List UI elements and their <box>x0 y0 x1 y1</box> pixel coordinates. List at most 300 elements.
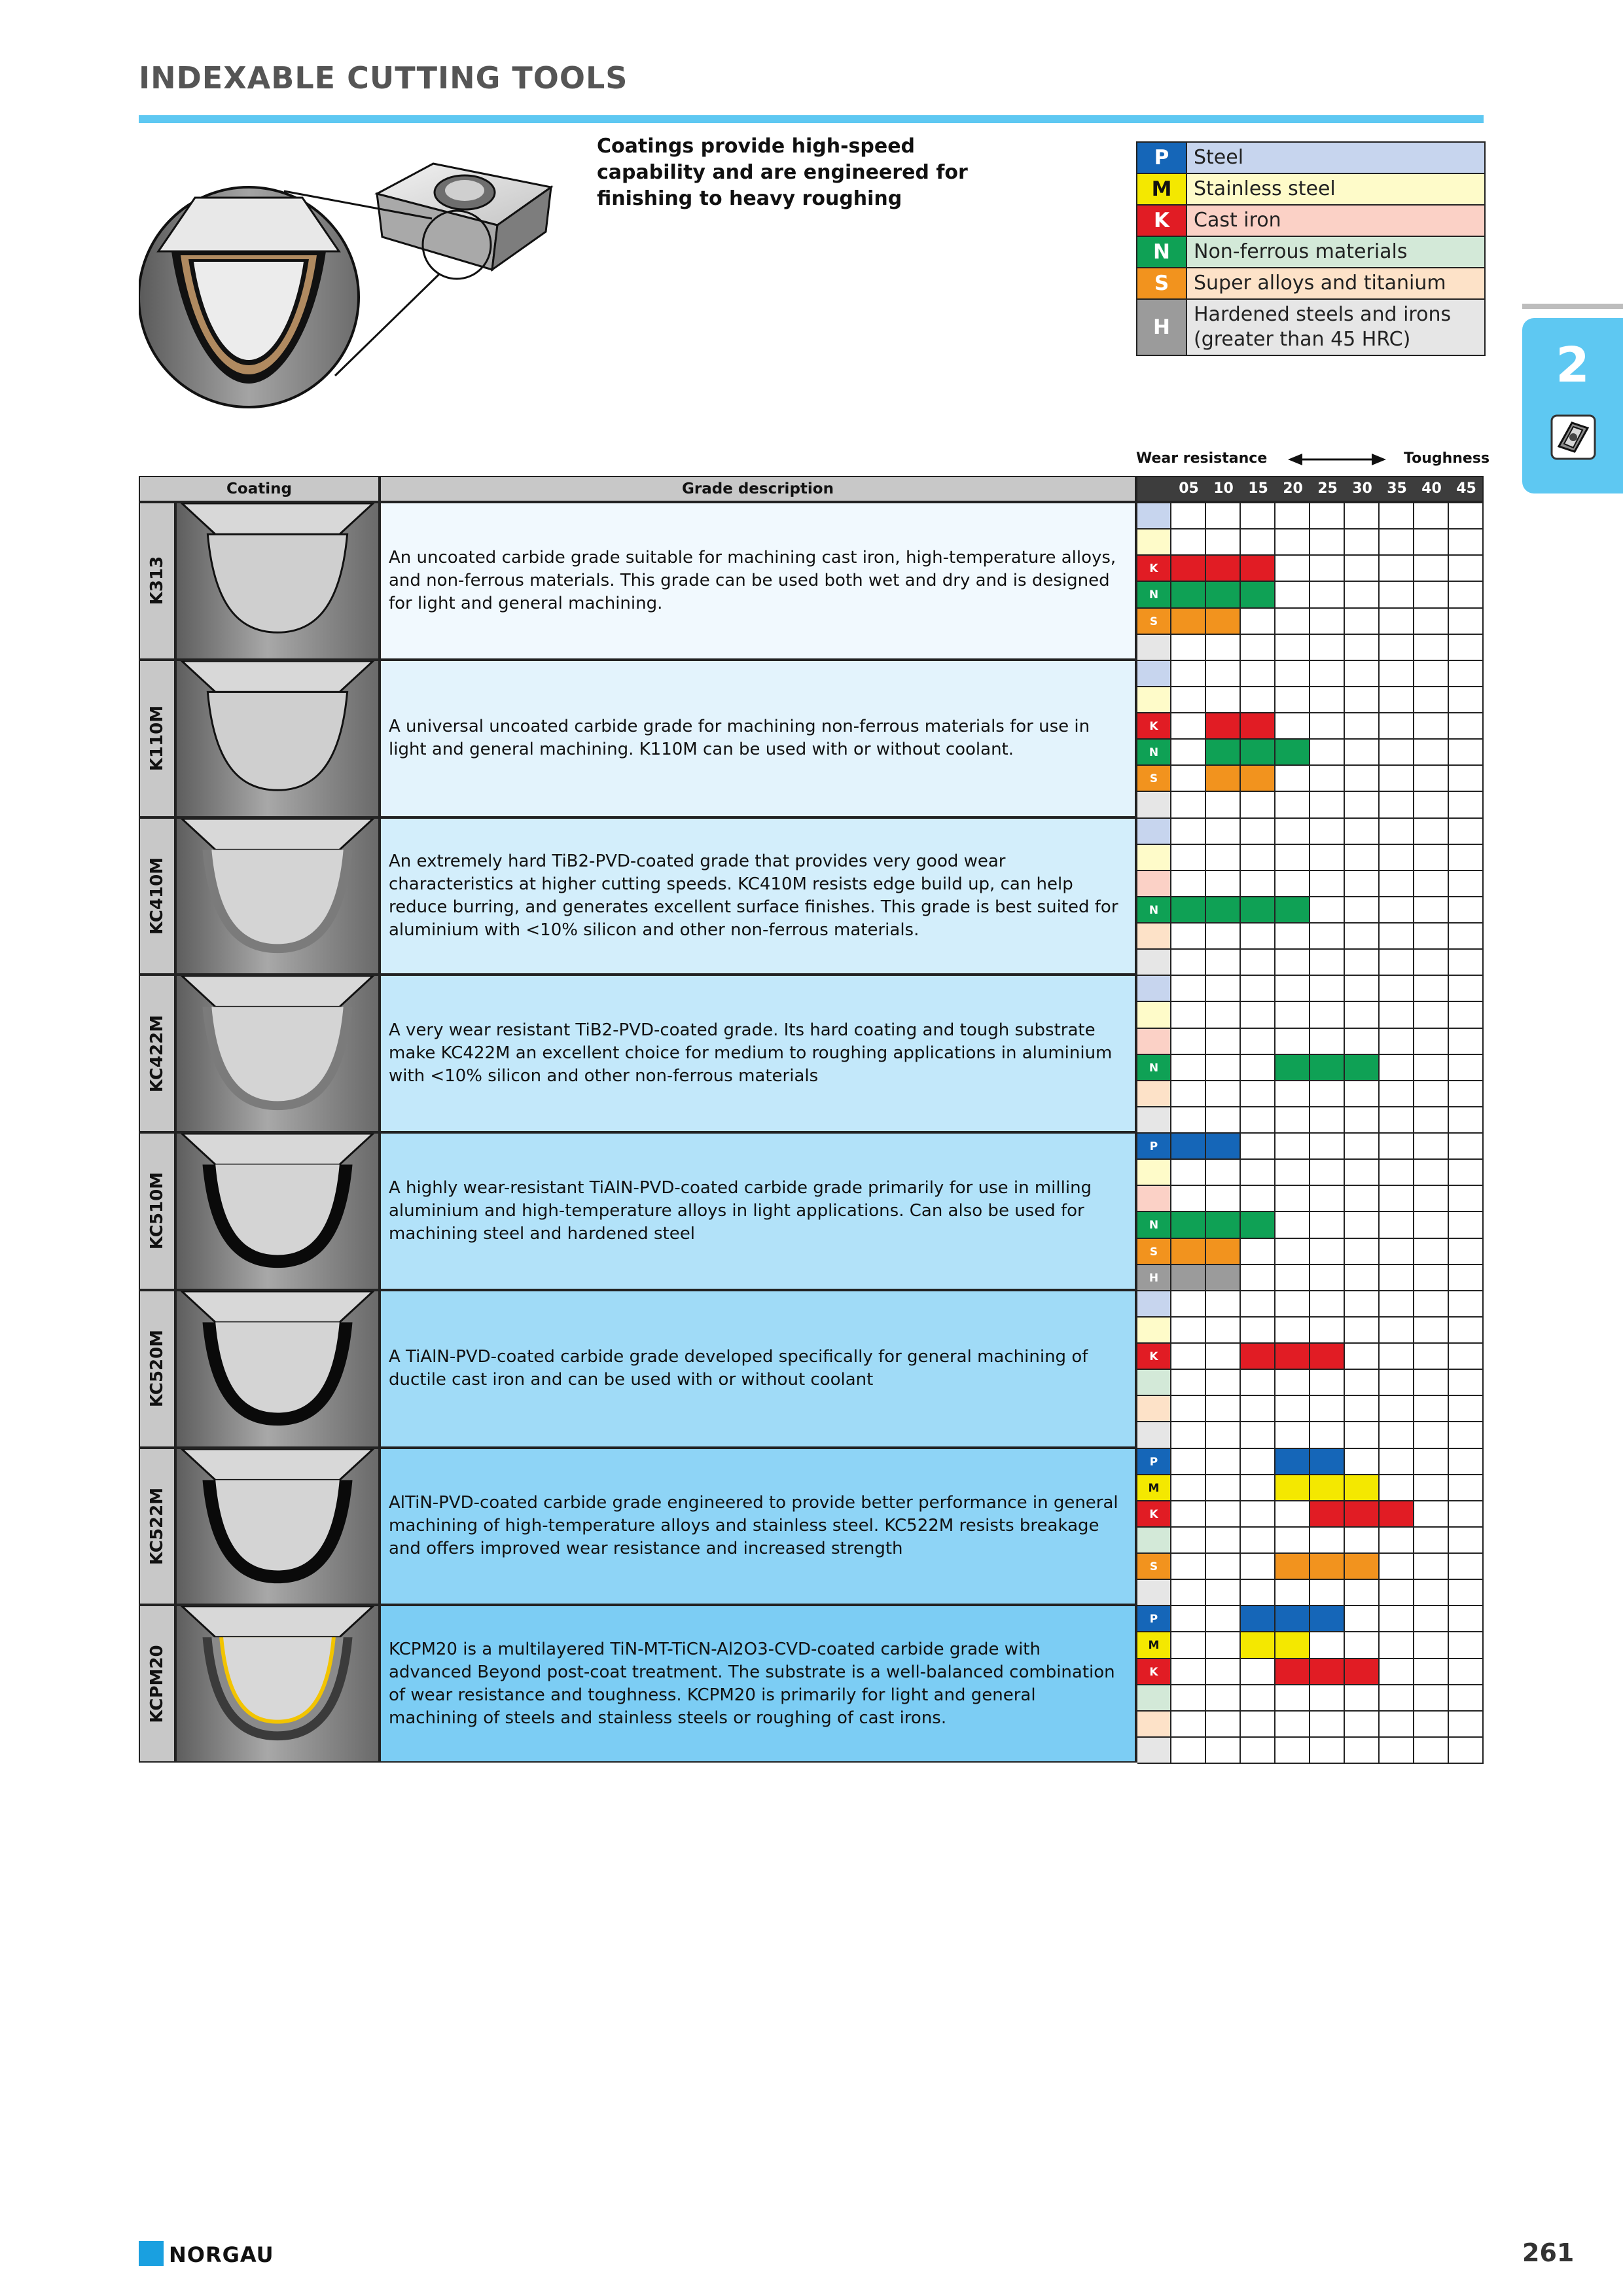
grid-cell <box>1241 1738 1275 1764</box>
material-code-p <box>1137 976 1171 1002</box>
grid-cell <box>1241 819 1275 845</box>
application-range-cell <box>1310 1659 1345 1685</box>
grid-cell <box>1275 1318 1310 1344</box>
grid-cell <box>1171 1659 1206 1685</box>
grade-table <box>139 476 1484 1763</box>
application-range-cell <box>1206 713 1241 740</box>
grid-cell <box>1414 661 1449 687</box>
material-code-n: N <box>1137 1212 1171 1238</box>
application-range-cell <box>1171 1265 1206 1291</box>
application-range-cell <box>1241 1606 1275 1632</box>
grid-cell <box>1241 1318 1275 1344</box>
grid-cell <box>1380 766 1414 792</box>
grid-cell <box>1171 1449 1206 1475</box>
grid-cell <box>1345 1422 1380 1448</box>
grid-cell <box>1449 1738 1484 1764</box>
grid-cell <box>1206 819 1241 845</box>
grid-cell <box>1414 1160 1449 1186</box>
grid-cell <box>1380 897 1414 924</box>
grid-cell <box>1345 1396 1380 1422</box>
grid-cell <box>1310 1528 1345 1554</box>
grade-name: KC510M <box>147 1172 167 1250</box>
material-code-n <box>1137 1370 1171 1396</box>
grade-name: KC410M <box>147 857 167 935</box>
grid-cell <box>1414 1449 1449 1475</box>
grid-cell <box>1380 1685 1414 1712</box>
grid-cell <box>1380 1528 1414 1554</box>
grade-description-text: An uncoated carbide grade suitable for machining cast iron, high-temperature alloys, and non-ferrous materials. This grade can be used both wet and dry and is designed for light and general machining. <box>389 547 1116 613</box>
grid-cell <box>1345 1291 1380 1318</box>
material-code-s <box>1137 1712 1171 1738</box>
grid-cell <box>1345 1318 1380 1344</box>
application-range-cell <box>1171 1212 1206 1238</box>
grid-cell <box>1345 713 1380 740</box>
grid-cell <box>1171 1318 1206 1344</box>
grade-description-text: KCPM20 is a multilayered TiN-MT-TiCN-Al2O3-CVD-coated carbide grade with advanced Beyond post-coat treatment. The substrate is a well-balanced combination of wear resistance and toughness. KCPM20 is primarily for light and general machining of steels and stainless steels or roughing of cast irons. <box>389 1639 1115 1728</box>
coating-image <box>175 1132 380 1290</box>
grid-cell <box>1345 1606 1380 1632</box>
material-code-s <box>1137 1081 1171 1107</box>
scale-tick: 35 <box>1387 480 1407 497</box>
grid-cell <box>1380 687 1414 713</box>
application-range-cell <box>1206 740 1241 766</box>
grade-description <box>380 1132 1136 1290</box>
grid-cell <box>1275 1107 1310 1134</box>
grid-cell <box>1171 1606 1206 1632</box>
grid-cell <box>1275 556 1310 582</box>
grid-cell <box>1345 529 1380 556</box>
grid-cell <box>1310 1186 1345 1212</box>
grid-cell <box>1380 1239 1414 1265</box>
application-range-cell <box>1345 1554 1380 1580</box>
application-range-cell <box>1275 1055 1310 1081</box>
grid-cell <box>1414 1344 1449 1370</box>
grid-cell <box>1241 609 1275 635</box>
material-legend <box>1136 141 1486 356</box>
grid-cell <box>1449 897 1484 924</box>
grid-cell <box>1171 792 1206 818</box>
grid-cell <box>1171 1370 1206 1396</box>
material-code-m <box>1137 529 1171 556</box>
grid-cell <box>1241 845 1275 871</box>
grid-cell <box>1310 897 1345 924</box>
grid-cell <box>1275 976 1310 1002</box>
material-code-k <box>1137 1186 1171 1212</box>
grid-cell <box>1345 845 1380 871</box>
grid-cell <box>1206 529 1241 556</box>
grid-cell <box>1414 1606 1449 1632</box>
grid-cell <box>1380 976 1414 1002</box>
application-range-cell <box>1275 1475 1310 1501</box>
grid-cell <box>1275 1029 1310 1055</box>
material-code-s: S <box>1137 1239 1171 1265</box>
grid-cell <box>1206 1580 1241 1606</box>
grid-cell <box>1380 1632 1414 1659</box>
grid-cell <box>1380 1265 1414 1291</box>
grid-cell <box>1345 556 1380 582</box>
material-code-k: K <box>1137 713 1171 740</box>
grid-cell <box>1310 819 1345 845</box>
application-chart <box>1136 660 1484 817</box>
material-code-k: K <box>1137 556 1171 582</box>
material-code-p <box>1137 661 1171 687</box>
grade-name: KC520M <box>147 1330 167 1408</box>
grid-cell <box>1171 1396 1206 1422</box>
grid-cell <box>1449 1002 1484 1028</box>
grade-row <box>139 502 1484 660</box>
grid-cell <box>1414 1580 1449 1606</box>
grid-cell <box>1171 871 1206 897</box>
material-code-n <box>1137 1685 1171 1712</box>
grid-cell <box>1275 609 1310 635</box>
grid-cell <box>1345 819 1380 845</box>
grid-cell <box>1275 1738 1310 1764</box>
grid-cell <box>1449 792 1484 818</box>
grade-label-cell <box>139 1448 175 1605</box>
material-code-h <box>1137 1422 1171 1448</box>
grid-cell <box>1414 1554 1449 1580</box>
grade-description-text: A universal uncoated carbide grade for machining non-ferrous materials for use in light and general machining. K110M can be used with or without coolant. <box>389 717 1090 760</box>
material-code-k <box>1137 1029 1171 1055</box>
grid-cell <box>1345 1186 1380 1212</box>
grid-cell <box>1345 1029 1380 1055</box>
material-code-n <box>1137 1528 1171 1554</box>
grid-cell <box>1345 897 1380 924</box>
material-code-n: N <box>1137 897 1171 924</box>
grade-description-text: AlTiN-PVD-coated carbide grade engineered to provide better performance in general machining of high-temperature alloys and stainless steel. KC522M resists breakage and offers improved wear resistance and increased strength <box>389 1493 1118 1559</box>
grid-cell <box>1449 976 1484 1002</box>
material-code-h <box>1137 635 1171 661</box>
grid-cell <box>1345 1239 1380 1265</box>
grade-row <box>139 660 1484 817</box>
grade-label-cell <box>139 502 175 660</box>
grid-cell <box>1449 1318 1484 1344</box>
grade-label-cell <box>139 817 175 975</box>
grid-cell <box>1380 1580 1414 1606</box>
grid-cell <box>1380 1659 1414 1685</box>
grid-cell <box>1345 740 1380 766</box>
grid-cell <box>1449 1107 1484 1134</box>
grid-cell <box>1206 1055 1241 1081</box>
legend-code: N <box>1137 237 1187 267</box>
material-code-s <box>1137 924 1171 950</box>
application-range-cell <box>1171 556 1206 582</box>
grid-cell <box>1310 1291 1345 1318</box>
grade-label-cell <box>139 1132 175 1290</box>
grid-cell <box>1171 1580 1206 1606</box>
grid-cell <box>1449 1134 1484 1160</box>
legend-code: S <box>1137 268 1187 298</box>
grid-cell <box>1241 1501 1275 1528</box>
grid-cell <box>1171 661 1206 687</box>
grid-cell <box>1449 1212 1484 1238</box>
grid-cell <box>1345 1528 1380 1554</box>
grid-cell <box>1310 1239 1345 1265</box>
grid-cell <box>1241 1186 1275 1212</box>
application-range-cell <box>1241 740 1275 766</box>
page-number: 261 <box>1522 2238 1575 2267</box>
application-range-cell <box>1241 1344 1275 1370</box>
grid-cell <box>1206 976 1241 1002</box>
grid-cell <box>1206 1029 1241 1055</box>
grid-cell <box>1206 1685 1241 1712</box>
grid-cell <box>1275 792 1310 818</box>
scale-tick: 45 <box>1456 480 1476 497</box>
legend-code: H <box>1137 300 1187 355</box>
grid-cell <box>1449 766 1484 792</box>
legend-code: P <box>1137 143 1187 173</box>
grid-cell <box>1345 1002 1380 1028</box>
grid-cell <box>1171 1501 1206 1528</box>
grid-cell <box>1380 1002 1414 1028</box>
application-range-cell <box>1310 1501 1345 1528</box>
application-range-cell <box>1275 1344 1310 1370</box>
grid-cell <box>1310 1712 1345 1738</box>
legend-row-k <box>1137 206 1484 237</box>
grid-cell <box>1241 687 1275 713</box>
grid-cell <box>1241 1475 1275 1501</box>
grid-cell <box>1171 503 1206 529</box>
grid-cell <box>1380 1160 1414 1186</box>
grid-cell <box>1449 1396 1484 1422</box>
grid-cell <box>1171 766 1206 792</box>
coating-image <box>175 1448 380 1605</box>
grade-name: KC522M <box>147 1487 167 1565</box>
grid-cell <box>1171 1186 1206 1212</box>
application-range-cell <box>1241 897 1275 924</box>
grid-cell <box>1310 1685 1345 1712</box>
grid-cell <box>1380 1134 1414 1160</box>
grid-cell <box>1414 635 1449 661</box>
application-range-cell <box>1345 1501 1380 1528</box>
grade-label-cell <box>139 660 175 817</box>
grid-cell <box>1206 1606 1241 1632</box>
material-code-n: N <box>1137 1055 1171 1081</box>
grid-cell <box>1275 1134 1310 1160</box>
grid-cell <box>1310 1002 1345 1028</box>
grid-cell <box>1275 713 1310 740</box>
application-range-cell <box>1241 556 1275 582</box>
grid-cell <box>1310 635 1345 661</box>
grid-cell <box>1414 924 1449 950</box>
grid-cell <box>1345 1212 1380 1238</box>
grade-row <box>139 1605 1484 1763</box>
grid-cell <box>1275 1501 1310 1528</box>
grid-cell <box>1275 1422 1310 1448</box>
application-range-cell <box>1275 1554 1310 1580</box>
material-code-h <box>1137 1738 1171 1764</box>
application-range-cell <box>1275 897 1310 924</box>
grid-cell <box>1241 950 1275 976</box>
grid-cell <box>1414 1396 1449 1422</box>
grid-cell <box>1449 1501 1484 1528</box>
grid-cell <box>1310 609 1345 635</box>
material-code-m <box>1137 687 1171 713</box>
grid-cell <box>1449 1632 1484 1659</box>
grid-cell <box>1380 1291 1414 1318</box>
grade-description <box>380 975 1136 1132</box>
grid-cell <box>1449 1475 1484 1501</box>
grid-cell <box>1380 1738 1414 1764</box>
grid-cell <box>1241 1422 1275 1448</box>
material-code-h <box>1137 950 1171 976</box>
description-column-header: Grade description <box>380 476 1136 502</box>
grid-cell <box>1206 1160 1241 1186</box>
grid-cell <box>1275 1160 1310 1186</box>
grid-cell <box>1345 1738 1380 1764</box>
grid-cell <box>1275 1580 1310 1606</box>
grade-description <box>380 1605 1136 1763</box>
application-range-cell <box>1310 1055 1345 1081</box>
application-range-cell <box>1310 1475 1345 1501</box>
application-range-cell <box>1310 1344 1345 1370</box>
coating-image <box>175 502 380 660</box>
grid-cell <box>1414 871 1449 897</box>
grid-cell <box>1206 1554 1241 1580</box>
legend-material-name: Cast iron <box>1187 206 1484 236</box>
intro-text: Coatings provide high-speed capability and are engineered for finishing to heavy roughing <box>597 135 968 210</box>
side-rule <box>1522 304 1623 309</box>
application-range-cell <box>1275 740 1310 766</box>
grid-cell <box>1449 687 1484 713</box>
grid-cell <box>1449 1055 1484 1081</box>
grid-cell <box>1449 845 1484 871</box>
grid-cell <box>1171 924 1206 950</box>
legend-material-name: Stainless steel <box>1187 174 1484 204</box>
grid-cell <box>1449 1659 1484 1685</box>
application-range-cell <box>1206 1212 1241 1238</box>
grade-label-cell <box>139 975 175 1132</box>
grid-cell <box>1310 766 1345 792</box>
grade-description <box>380 502 1136 660</box>
grid-cell <box>1380 792 1414 818</box>
application-range-cell <box>1345 1659 1380 1685</box>
application-range-cell <box>1206 556 1241 582</box>
grid-cell <box>1275 1212 1310 1238</box>
grid-cell <box>1310 845 1345 871</box>
grid-cell <box>1171 1002 1206 1028</box>
application-range-cell <box>1206 1239 1241 1265</box>
grid-cell <box>1380 1055 1414 1081</box>
grid-cell <box>1345 609 1380 635</box>
grid-cell <box>1380 1606 1414 1632</box>
legend-material-name: Super alloys and titanium <box>1187 268 1484 298</box>
grid-cell <box>1449 819 1484 845</box>
grid-cell <box>1241 1685 1275 1712</box>
grade-name: KC422M <box>147 1014 167 1092</box>
material-code-m: M <box>1137 1475 1171 1501</box>
grid-cell <box>1275 845 1310 871</box>
grid-cell <box>1206 1370 1241 1396</box>
application-range-cell <box>1206 609 1241 635</box>
grid-cell <box>1414 1055 1449 1081</box>
material-code-k <box>1137 871 1171 897</box>
grid-cell <box>1449 1291 1484 1318</box>
application-range-cell <box>1310 1554 1345 1580</box>
grid-cell <box>1414 819 1449 845</box>
grid-cell <box>1171 713 1206 740</box>
grid-cell <box>1414 1186 1449 1212</box>
scale-tick: 30 <box>1352 480 1372 497</box>
grid-cell <box>1449 1554 1484 1580</box>
page-title: INDEXABLE CUTTING TOOLS <box>139 60 628 96</box>
grid-cell <box>1449 503 1484 529</box>
grid-cell <box>1206 1449 1241 1475</box>
grid-cell <box>1206 924 1241 950</box>
grid-cell <box>1449 661 1484 687</box>
grid-cell <box>1414 1029 1449 1055</box>
grade-row <box>139 1132 1484 1290</box>
grid-cell <box>1310 1422 1345 1448</box>
grid-cell <box>1449 1712 1484 1738</box>
insert-icon <box>1550 414 1597 461</box>
application-range-cell <box>1241 766 1275 792</box>
application-range-cell <box>1241 1212 1275 1238</box>
grid-cell <box>1171 1475 1206 1501</box>
grid-cell <box>1345 1370 1380 1396</box>
application-range-cell <box>1171 609 1206 635</box>
grid-cell <box>1380 556 1414 582</box>
grid-cell <box>1241 1107 1275 1134</box>
grid-cell <box>1171 950 1206 976</box>
grid-cell <box>1206 1528 1241 1554</box>
grid-cell <box>1241 1239 1275 1265</box>
grid-cell <box>1345 950 1380 976</box>
application-chart <box>1136 1605 1484 1763</box>
grid-cell <box>1206 1475 1241 1501</box>
grid-cell <box>1380 661 1414 687</box>
grid-cell <box>1449 713 1484 740</box>
material-code-s: S <box>1137 609 1171 635</box>
grid-cell <box>1449 1029 1484 1055</box>
legend-row-m <box>1137 174 1484 206</box>
grid-cell <box>1275 529 1310 556</box>
legend-code: M <box>1137 174 1187 204</box>
grid-cell <box>1345 687 1380 713</box>
grade-label-cell <box>139 1605 175 1763</box>
grid-cell <box>1345 661 1380 687</box>
grid-cell <box>1380 1554 1414 1580</box>
grid-cell <box>1449 1081 1484 1107</box>
grid-cell <box>1414 1002 1449 1028</box>
grid-cell <box>1345 766 1380 792</box>
material-code-m <box>1137 1160 1171 1186</box>
grid-cell <box>1206 845 1241 871</box>
grid-cell <box>1449 635 1484 661</box>
grid-cell <box>1310 687 1345 713</box>
grid-cell <box>1206 871 1241 897</box>
legend-code: K <box>1137 206 1187 236</box>
material-code-h: H <box>1137 1265 1171 1291</box>
grid-cell <box>1275 1265 1310 1291</box>
grid-cell <box>1310 792 1345 818</box>
insert-illustration <box>139 141 571 416</box>
grid-cell <box>1380 1186 1414 1212</box>
application-range-cell <box>1345 1055 1380 1081</box>
grid-cell <box>1206 635 1241 661</box>
grid-cell <box>1414 1501 1449 1528</box>
grid-cell <box>1380 635 1414 661</box>
toughness-label: Toughness <box>1404 450 1490 467</box>
grid-cell <box>1449 1160 1484 1186</box>
grid-cell <box>1275 1396 1310 1422</box>
grid-cell <box>1380 1344 1414 1370</box>
application-range-cell <box>1275 1606 1310 1632</box>
grid-cell <box>1275 1081 1310 1107</box>
grid-cell <box>1345 976 1380 1002</box>
material-code-p: P <box>1137 1606 1171 1632</box>
grid-cell <box>1241 976 1275 1002</box>
